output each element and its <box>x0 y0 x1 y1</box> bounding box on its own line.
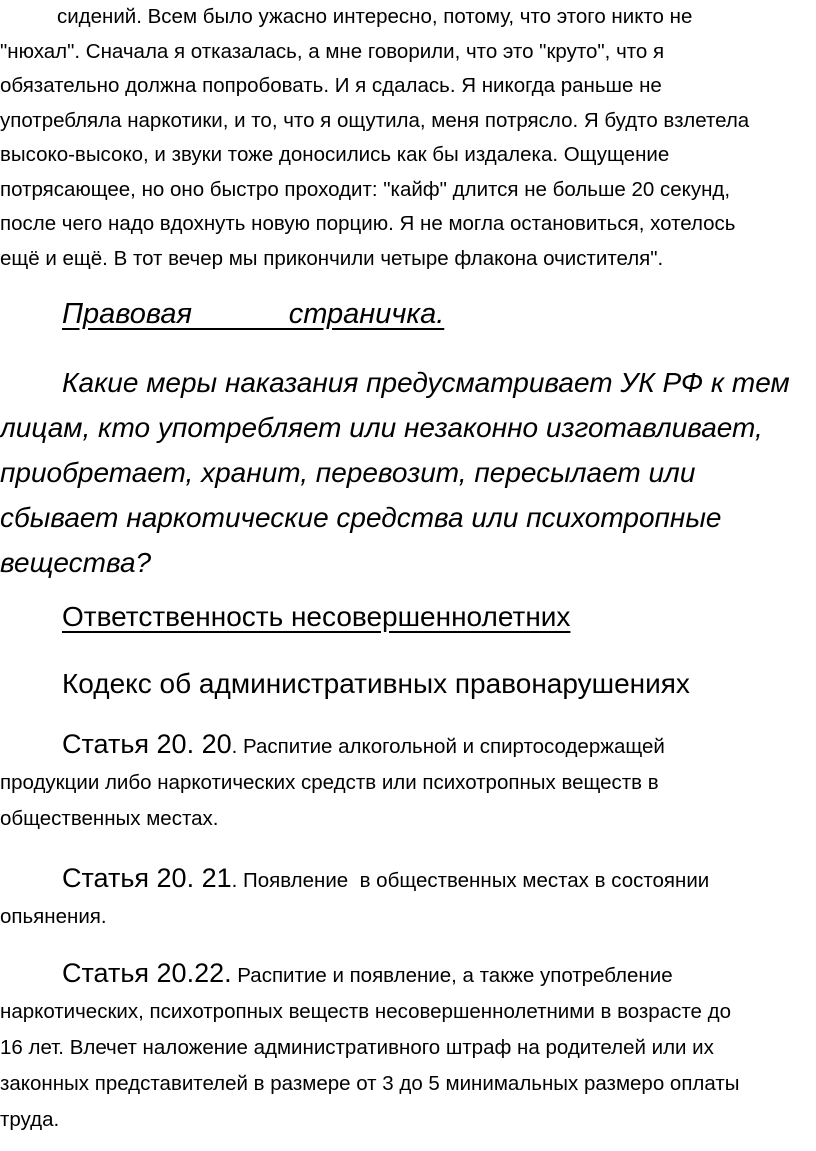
intro-line: потрясающее, но оно быстро проходит: "кайф" длится не больше 20 секунд, <box>0 177 731 201</box>
intro-paragraph <box>0 0 812 276</box>
article-text: . Распитие алкогольной и спиртосодержащей <box>231 735 665 758</box>
article-number: Статья 20. 21 <box>62 863 232 893</box>
question-line: лицам, кто употребляет или незаконно изготавливает, <box>0 412 763 443</box>
article-first-line <box>0 860 812 899</box>
intro-line: обязательно должна попробовать. И я сдалась. Я никогда раньше не <box>0 74 662 97</box>
question-line: вещества? <box>0 547 152 578</box>
code-title: Кодекс об административных правонарушениях <box>62 668 690 699</box>
article-line: 16 лет. Влечет наложение административного штраф на родителей или их <box>0 1036 714 1059</box>
intro-line: после чего надо вдохнуть новую порцию. Я не могла остановиться, хотелось <box>0 212 736 235</box>
article-number: Статья 20. 20 <box>62 729 232 759</box>
article-line: общественных местах. <box>0 807 219 830</box>
article-20-21 <box>0 860 812 935</box>
article-first-line <box>0 726 812 765</box>
article-line: труда. <box>0 1108 60 1131</box>
intro-line: ещё и ещё. В тот вечер мы прикончили четыре флакона очистителя". <box>0 246 664 270</box>
question-line: Какие меры наказания предусматривает УК РФ к тем <box>62 367 790 398</box>
article-20-20 <box>0 726 812 837</box>
article-first-line <box>0 955 812 994</box>
question-line: сбывает наркотические средства или психотропные <box>0 502 722 533</box>
legal-page-heading: Правовая страничка. <box>62 298 445 330</box>
article-text: Распитие и появление, а также употребление <box>231 964 673 987</box>
article-line: наркотических, психотропных веществ несовершеннолетними в возрасте до <box>0 1000 731 1023</box>
article-number: Статья 20.22. <box>62 958 232 988</box>
question-paragraph <box>0 360 816 585</box>
intro-line: высоко-высоко, и звуки тоже доносились как бы издалека. Ощущение <box>0 143 670 166</box>
intro-line: употребляла наркотики, и то, что я ощутила, меня потрясло. Я будто взлетела <box>0 108 750 132</box>
article-20-22 <box>0 955 812 1138</box>
section-title: Ответственность несовершеннолетних <box>62 601 571 632</box>
article-line: опьянения. <box>0 905 107 928</box>
article-text: . Появление в общественных местах в состоянии <box>231 869 710 892</box>
article-line: продукции либо наркотических средств или психотропных веществ в <box>0 771 659 794</box>
intro-line: "нюхал". Сначала я отказалась, а мне говорили, что это "круто", что я <box>0 39 665 63</box>
question-line: приобретает, хранит, перевозит, пересылает или <box>0 457 696 488</box>
article-line: законных представителей в размере от 3 до 5 минимальных размеро оплаты <box>0 1072 740 1095</box>
intro-line: сидений. Всем было ужасно интересно, потому, что этого никто не <box>0 5 693 28</box>
